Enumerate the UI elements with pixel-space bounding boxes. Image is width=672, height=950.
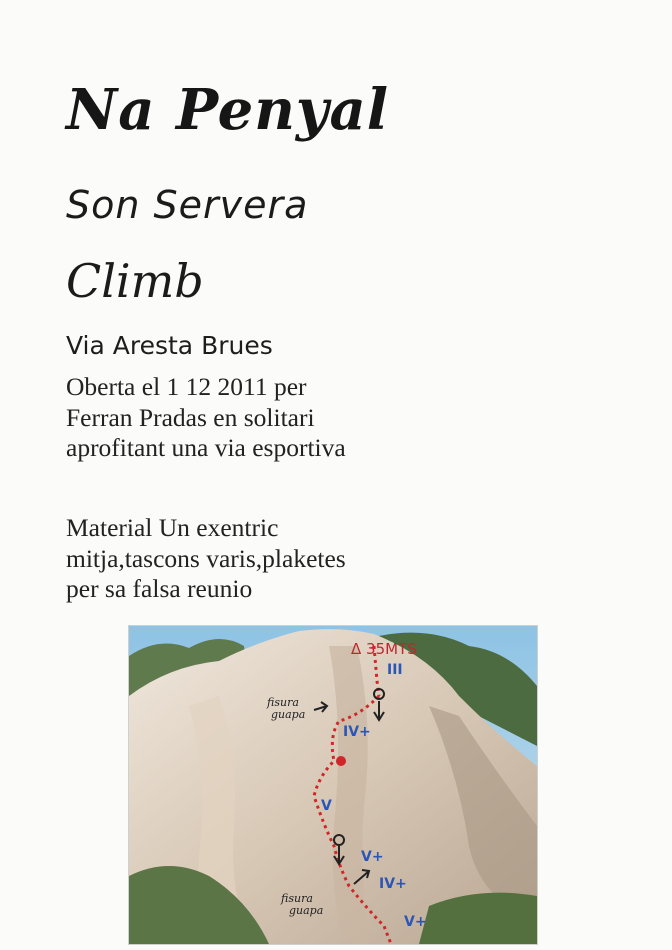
pitch-grade: V — [321, 798, 332, 814]
annotation-note: fisura — [281, 892, 313, 905]
topo-photo-svg — [129, 626, 537, 944]
route-name: Via Aresta Brues — [66, 331, 273, 360]
material-block — [66, 513, 486, 605]
page-title: Na Penyal — [66, 77, 390, 143]
pitch-grade: V+ — [404, 914, 427, 930]
location-subtitle: Son Servera — [66, 183, 309, 227]
annotation-note: fisura — [267, 696, 299, 709]
annotation-note: guapa — [289, 904, 324, 917]
pitch-grade: IV+ — [379, 876, 407, 892]
top-marker-label: Δ 35MTS — [351, 640, 417, 658]
material-line: mitja,tascons varis,plaketes — [66, 543, 346, 573]
description-line: Oberta el 1 12 2011 per — [66, 372, 307, 401]
pitch-grade: IV+ — [343, 724, 371, 740]
material-line: Material Un exentric — [66, 513, 279, 542]
annotation-note: guapa — [271, 708, 306, 721]
route-topo-photo — [128, 625, 538, 945]
description-line: Ferran Pradas en solitari — [66, 402, 315, 432]
belay-marker — [336, 756, 346, 766]
material-line: per sa falsa reunio — [66, 574, 253, 604]
description-line: aprofitant una via esportiva — [66, 433, 346, 463]
description-block — [66, 372, 486, 464]
pitch-grade: V+ — [361, 849, 384, 865]
pitch-grade: III — [387, 662, 403, 678]
category-label: Climb — [66, 254, 204, 308]
